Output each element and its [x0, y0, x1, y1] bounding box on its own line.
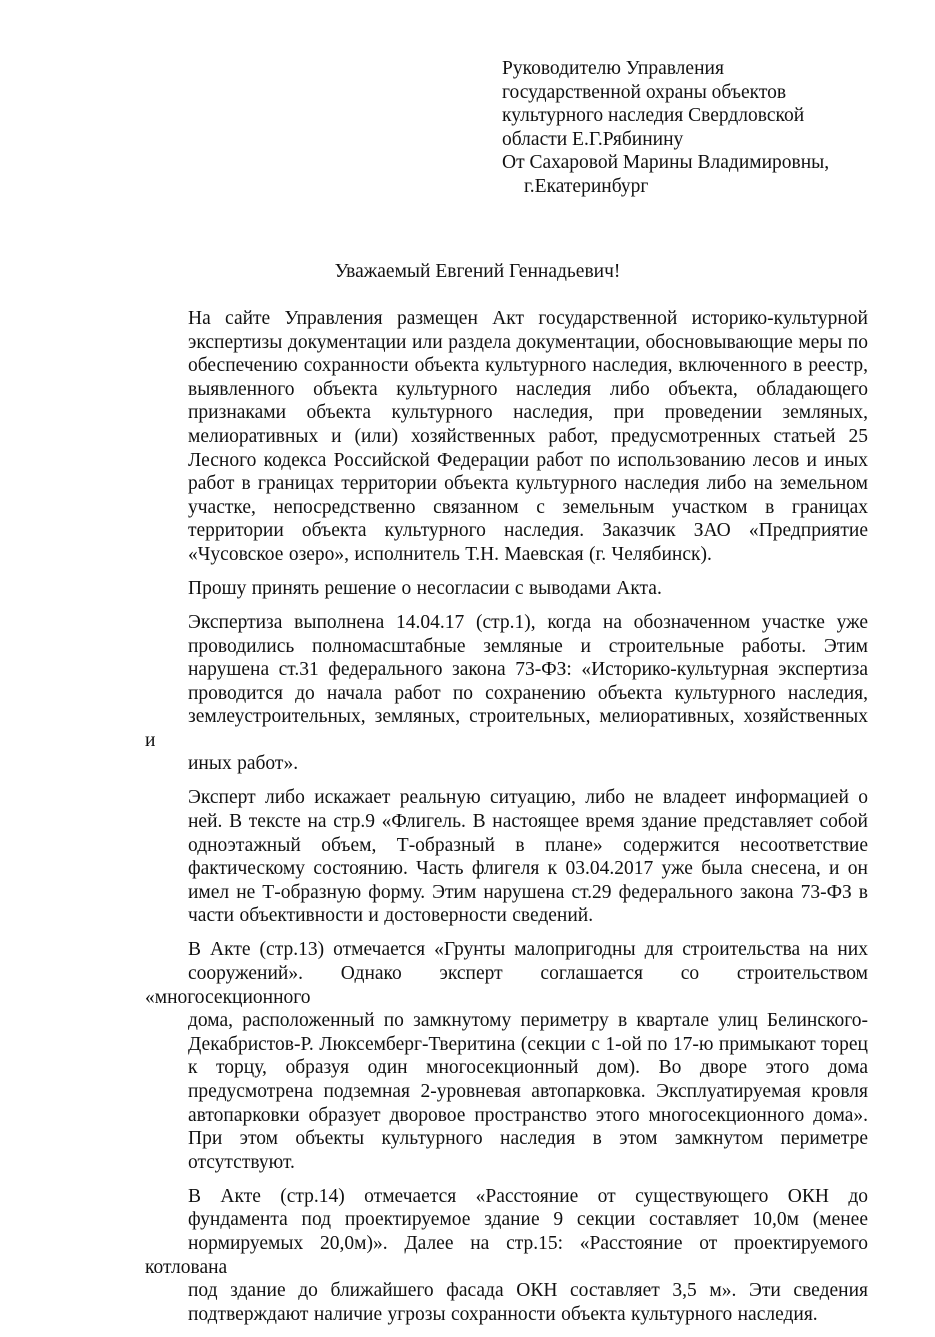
body-paragraph — [145, 786, 868, 928]
paragraph-line: автопарковки образует дворовое пространство этого многосекционного дома». — [188, 1104, 868, 1126]
salutation — [0, 260, 935, 284]
paragraph-line: При этом объекты культурного наследия в этом замкнутом периметре — [188, 1128, 868, 1150]
body-paragraph — [145, 938, 868, 1174]
body-paragraph — [145, 611, 868, 776]
paragraph-line: Эксперт либо искажает реальную ситуацию, либо не владеет информацией о — [188, 787, 868, 809]
paragraph-line: мелиоративных и (или) хозяйственных работ, предусмотренных статьей 25 — [188, 425, 868, 447]
paragraph-line: Декабристов-Р. Люксемберг-Тверитина (секции с 1-ой по 17-ю примыкают торец — [188, 1033, 868, 1055]
paragraph-line: обеспечению сохранности объекта культурного наследия, включенного в реестр, — [188, 355, 868, 377]
paragraph-line: фактическому состоянию. Часть флигеля к 03.04.2017 уже была снесена, и он — [188, 858, 868, 880]
addressee-block — [502, 57, 902, 199]
paragraph-line: к торцу, образуя один многосекционный дом). Во дворе этого дома — [188, 1057, 868, 1079]
letter-body — [145, 307, 868, 1337]
paragraph-line: проводились полномасштабные земляные и строительные работы. Этим — [188, 635, 868, 657]
paragraph-line: Прошу принять решение о несогласии с выводами Акта. — [188, 577, 662, 599]
paragraph-line: Экспертиза выполнена 14.04.17 (стр.1), когда на обозначенном участке уже — [188, 611, 868, 633]
paragraph-line: под здание до ближайшего фасада ОКН составляет 3,5 м». Эти сведения — [188, 1280, 868, 1302]
paragraph-line: работ в границах территории объекта культурного наследия либо на земельном — [188, 473, 868, 495]
paragraph-line: дома, расположенный по замкнутому периметру в квартале улиц Белинского- — [188, 1010, 868, 1032]
paragraph-line: фундамента под проектируемое здание 9 секции составляет 10,0м (менее — [188, 1209, 868, 1231]
paragraph-line: подтверждают наличие угрозы сохранности объекта культурного наследия. — [188, 1303, 818, 1325]
paragraph-line: одноэтажный объем, Т-образный в плане» содержится несоответствие — [188, 834, 868, 856]
paragraph-line: землеустроительных, земляных, строительных, мелиоративных, хозяйственных и — [145, 706, 868, 751]
paragraph-line: части объективности и достоверности сведений. — [188, 905, 594, 927]
paragraph-line: выявленного объекта культурного наследия либо объекта, обладающего — [188, 378, 868, 400]
paragraph-line: участке, непосредственно связанном с земельным участком в границах — [188, 496, 868, 518]
paragraph-line: сооружений». Однако эксперт соглашается со строительством «многосекционного — [145, 963, 868, 1008]
addressee-line: культурного наследия Свердловской — [502, 105, 805, 127]
addressee-line: области Е.Г.Рябинину — [502, 128, 684, 150]
paragraph-line: имел не Т-образную форму. Этим нарушена ст.29 федерального закона 73-ФЗ в — [188, 881, 868, 903]
paragraph-line: иных работ». — [188, 753, 299, 775]
paragraph-line: В Акте (стр.14) отмечается «Расстояние от существующего ОКН до — [188, 1185, 868, 1207]
paragraph-line: На сайте Управления размещен Акт государственной историко-культурной — [188, 308, 868, 329]
paragraph-line: В Акте (стр.13) отмечается «Грунты малопригодны для строительства на них — [188, 939, 868, 961]
paragraph-line: Лесного кодекса Российской Федерации работ по использованию лесов и иных — [188, 449, 868, 471]
paragraph-line: проводится до начала работ по сохранению объекта культурного наследия, — [188, 682, 868, 704]
body-paragraph — [145, 307, 868, 567]
paragraph-line: территории объекта культурного наследия. Заказчик ЗАО «Предприятие — [188, 520, 868, 542]
paragraph-line: нормируемых 20,0м)». Далее на стр.15: «Расстояние от проектируемого котлована — [145, 1232, 868, 1278]
addressee-line: Руководителю Управления — [502, 58, 724, 79]
paragraph-line: ней. В тексте на стр.9 «Флигель. В настоящее время здание представляет собой — [188, 811, 868, 833]
paragraph-line: признаками объекта культурного наследия, при проведении земляных, — [188, 402, 868, 424]
body-paragraph — [145, 577, 868, 601]
body-paragraph — [145, 1185, 868, 1327]
addressee-line: От Сахаровой Марины Владимировны, — [502, 152, 830, 174]
paragraph-line: нарушена ст.31 федерального закона 73-ФЗ: «Историко-культурная экспертиза — [188, 659, 868, 681]
paragraph-line: отсутствуют. — [188, 1151, 295, 1173]
addressee-line: государственной охраны объектов — [502, 81, 787, 103]
paragraph-line: «Чусовское озеро», исполнитель Т.Н. Маевская (г. Челябинск). — [188, 543, 712, 565]
paragraph-line: предусмотрена подземная 2-уровневая автопарковка. Эксплуатируемая кровля — [188, 1080, 868, 1102]
addressee-line: г.Екатеринбург — [524, 175, 649, 197]
paragraph-line: экспертизы документации или раздела документации, обосновывающие меры по — [188, 331, 868, 353]
salutation-text: Уважаемый Евгений Геннадьевич! — [334, 261, 621, 282]
